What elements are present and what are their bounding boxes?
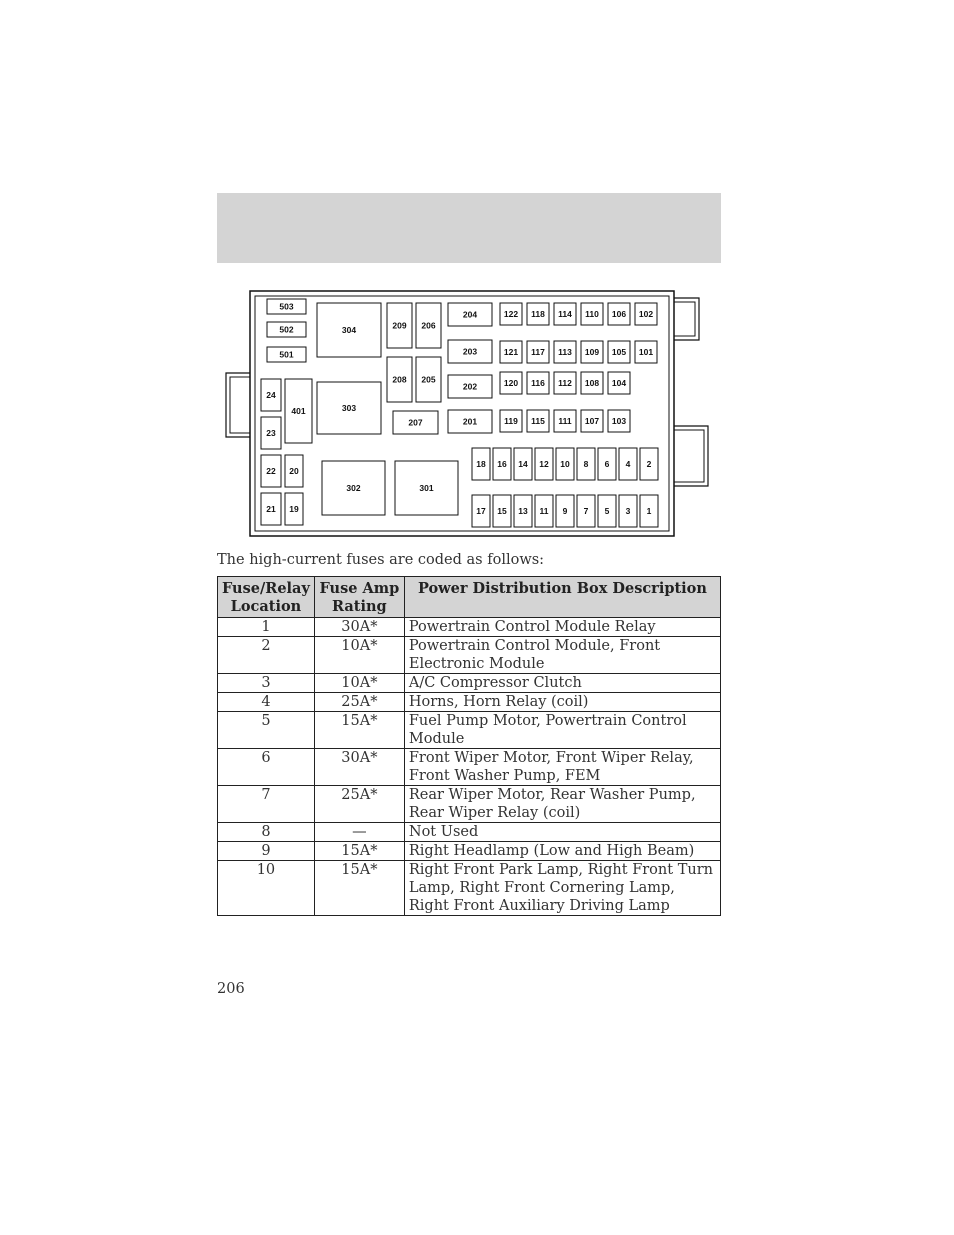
fuse-slot-label: 6 <box>604 459 610 469</box>
row-location: 2 <box>218 637 315 674</box>
table-row <box>218 712 721 749</box>
fuse-table <box>217 576 721 916</box>
row-location: 7 <box>218 786 315 823</box>
fuse-slot-label: 105 <box>611 347 627 357</box>
fuse-slot-label: 119 <box>504 416 518 426</box>
fuse-slot <box>317 303 381 357</box>
fuse-slot <box>577 448 595 480</box>
row-rating: 15A* <box>314 842 404 861</box>
fuse-slot-label: 7 <box>583 506 589 516</box>
table-row <box>218 842 721 861</box>
fuse-box-diagram <box>0 0 954 560</box>
fuse-slot-label: 501 <box>279 349 294 360</box>
fuse-group <box>261 299 658 527</box>
row-rating: 25A* <box>314 693 404 712</box>
fuse-slot-label: 111 <box>558 416 572 426</box>
fuse-slot <box>514 495 532 527</box>
fuse-slot <box>577 495 595 527</box>
fuse-slot <box>261 455 281 487</box>
fuse-slot-label: 107 <box>584 416 600 426</box>
right-lower-tab <box>674 426 708 486</box>
intro-text: The high-current fuses are coded as follows: <box>217 552 545 568</box>
fuse-slot-label: 21 <box>266 504 276 514</box>
fuse-slot-label: 201 <box>462 416 478 427</box>
row-description: Rear Wiper Motor, Rear Washer Pump, Rear Wiper Relay (coil) <box>404 786 720 823</box>
fuse-slot-label: 203 <box>462 346 478 357</box>
fuse-slot <box>472 448 490 480</box>
fuse-slot-label: 116 <box>531 378 545 388</box>
fuse-slot <box>500 410 522 432</box>
fuse-slot <box>261 417 281 449</box>
table-row <box>218 674 721 693</box>
row-location: 1 <box>218 618 315 637</box>
table-row <box>218 637 721 674</box>
fuse-slot-label: 3 <box>625 506 631 516</box>
fuse-slot-label: 16 <box>497 459 507 469</box>
fuse-slot <box>581 341 603 363</box>
fuse-slot-label: 110 <box>585 309 599 319</box>
row-description: Powertrain Control Module Relay <box>404 618 720 637</box>
fuse-slot <box>598 495 616 527</box>
fuse-slot <box>261 379 281 411</box>
fuse-slot-label: 121 <box>503 347 519 357</box>
fuse-slot <box>500 372 522 394</box>
fuse-slot-label: 9 <box>562 506 568 516</box>
fuse-slot <box>322 461 385 515</box>
fuse-slot <box>448 340 492 363</box>
fuse-slot <box>493 495 511 527</box>
fuse-slot <box>619 495 637 527</box>
row-description: Horns, Horn Relay (coil) <box>404 693 720 712</box>
right-upper-tab-inner <box>674 302 695 336</box>
right-lower-tab-inner <box>674 430 704 482</box>
fuse-slot <box>527 410 549 432</box>
fuse-slot <box>635 303 657 325</box>
fuse-slot <box>267 322 306 337</box>
fuse-slot <box>608 372 630 394</box>
row-description: A/C Compressor Clutch <box>404 674 720 693</box>
fuse-slot <box>387 303 412 348</box>
row-rating: 30A* <box>314 618 404 637</box>
fuse-slot <box>581 410 603 432</box>
fuse-slot <box>535 448 553 480</box>
fuse-slot-label: 108 <box>584 378 600 388</box>
fuse-slot-label: 24 <box>266 390 276 400</box>
table-row <box>218 823 721 842</box>
fuse-slot <box>640 495 658 527</box>
row-location: 4 <box>218 693 315 712</box>
fuse-slot-label: 303 <box>341 403 357 413</box>
fuse-slot-label: 10 <box>560 459 570 469</box>
fuse-slot <box>285 455 303 487</box>
table-row <box>218 861 721 916</box>
fuse-slot-label: 12 <box>539 459 549 469</box>
fuse-slot <box>285 379 312 443</box>
row-location: 10 <box>218 861 315 916</box>
fuse-slot <box>448 375 492 398</box>
fuse-slot-label: 104 <box>611 378 627 388</box>
fuse-slot-label: 14 <box>518 459 528 469</box>
fuse-slot-label: 112 <box>558 378 572 388</box>
row-description: Powertrain Control Module, Front Electronic Module <box>404 637 720 674</box>
header-description: Power Distribution Box Description <box>404 577 720 618</box>
fuse-slot-label: 20 <box>289 466 299 476</box>
fuse-slot <box>635 341 657 363</box>
fuse-slot-label: 301 <box>419 483 434 493</box>
row-description: Right Headlamp (Low and High Beam) <box>404 842 720 861</box>
fuse-slot-label: 19 <box>289 504 299 514</box>
page-number: 206 <box>217 981 245 997</box>
fuse-slot-label: 114 <box>558 309 572 319</box>
row-rating: 10A* <box>314 674 404 693</box>
header-location: Fuse/Relay Location <box>218 577 315 618</box>
fuse-slot <box>416 357 441 402</box>
fuse-slot <box>608 303 630 325</box>
fuse-slot <box>500 303 522 325</box>
fuse-slot-label: 5 <box>604 506 610 516</box>
fuse-slot <box>395 461 458 515</box>
fuse-slot <box>554 341 576 363</box>
fuse-slot <box>317 382 381 434</box>
fuse-slot <box>416 303 441 348</box>
fuse-slot-label: 1 <box>646 506 652 516</box>
fuse-slot-label: 304 <box>341 325 357 335</box>
row-rating: 15A* <box>314 861 404 916</box>
fuse-slot-label: 23 <box>266 428 276 438</box>
fuse-slot-label: 122 <box>503 309 519 319</box>
row-description: Not Used <box>404 823 720 842</box>
fuse-slot-label: 18 <box>476 459 486 469</box>
fuse-slot <box>640 448 658 480</box>
fuse-slot <box>387 357 412 402</box>
fuse-slot <box>267 299 306 314</box>
fuse-slot <box>556 448 574 480</box>
row-description: Front Wiper Motor, Front Wiper Relay, Front Washer Pump, FEM <box>404 749 720 786</box>
fuse-slot <box>514 448 532 480</box>
row-location: 3 <box>218 674 315 693</box>
row-rating: 25A* <box>314 786 404 823</box>
fuse-slot <box>619 448 637 480</box>
fuse-slot-label: 202 <box>462 381 478 392</box>
left-tab-inner <box>230 377 250 433</box>
fuse-slot-label: 4 <box>625 459 631 469</box>
table-row <box>218 618 721 637</box>
fuse-slot <box>535 495 553 527</box>
fuse-slot <box>500 341 522 363</box>
fuse-slot <box>554 303 576 325</box>
fuse-slot <box>554 372 576 394</box>
fuse-slot <box>285 493 303 525</box>
fuse-slot-label: 118 <box>531 309 545 319</box>
fuse-slot-label: 115 <box>531 416 545 426</box>
row-location: 8 <box>218 823 315 842</box>
fuse-slot <box>608 410 630 432</box>
row-location: 5 <box>218 712 315 749</box>
fuse-slot <box>472 495 490 527</box>
fuse-slot-label: 208 <box>392 374 407 385</box>
fuse-slot-label: 120 <box>503 378 519 388</box>
table-row <box>218 786 721 823</box>
fuse-slot <box>556 495 574 527</box>
fuse-slot <box>598 448 616 480</box>
row-description: Fuel Pump Motor, Powertrain Control Module <box>404 712 720 749</box>
fuse-slot <box>448 410 492 433</box>
fuse-slot-label: 113 <box>558 347 572 357</box>
fuse-slot-label: 503 <box>279 301 294 312</box>
fuse-slot <box>493 448 511 480</box>
fuse-slot <box>527 341 549 363</box>
fuse-slot-label: 209 <box>392 320 407 331</box>
fuse-slot <box>554 410 576 432</box>
row-rating: 10A* <box>314 637 404 674</box>
table-header-row <box>218 577 721 618</box>
fuse-slot <box>581 303 603 325</box>
fuse-slot-label: 401 <box>291 406 306 416</box>
row-rating: 30A* <box>314 749 404 786</box>
fuse-slot-label: 15 <box>497 506 507 516</box>
row-rating: — <box>314 823 404 842</box>
row-rating: 15A* <box>314 712 404 749</box>
fuse-slot-label: 117 <box>531 347 545 357</box>
fuse-slot <box>608 341 630 363</box>
fuse-slot <box>527 303 549 325</box>
fuse-slot-label: 101 <box>638 347 654 357</box>
table-row <box>218 693 721 712</box>
fuse-slot-label: 2 <box>646 459 652 469</box>
fuse-slot-label: 206 <box>421 320 436 331</box>
fuse-slot-label: 102 <box>638 309 654 319</box>
row-location: 6 <box>218 749 315 786</box>
fuse-slot-label: 106 <box>611 309 627 319</box>
fuse-slot <box>261 493 281 525</box>
fuse-slot-label: 207 <box>408 417 423 428</box>
row-description: Right Front Park Lamp, Right Front Turn Lamp, Right Front Cornering Lamp, Right Front Auxiliary Driving Lamp <box>404 861 720 916</box>
fuse-slot-label: 17 <box>476 506 486 516</box>
fuse-slot-label: 22 <box>266 466 276 476</box>
fuse-slot-label: 205 <box>421 374 436 385</box>
fuse-slot-label: 204 <box>462 309 478 320</box>
fuse-slot <box>448 303 492 326</box>
fuse-slot <box>393 411 438 434</box>
fuse-slot-label: 302 <box>346 483 361 493</box>
fuse-slot <box>527 372 549 394</box>
fuse-slot-label: 13 <box>518 506 528 516</box>
fuse-slot-label: 8 <box>583 459 589 469</box>
fuse-slot <box>267 347 306 362</box>
fuse-slot-label: 109 <box>584 347 600 357</box>
fuse-slot <box>581 372 603 394</box>
fuse-slot-label: 502 <box>279 324 294 335</box>
row-location: 9 <box>218 842 315 861</box>
header-rating: Fuse Amp Rating <box>314 577 404 618</box>
fuse-slot-label: 11 <box>539 506 549 516</box>
fuse-slot-label: 103 <box>611 416 627 426</box>
table-row <box>218 749 721 786</box>
